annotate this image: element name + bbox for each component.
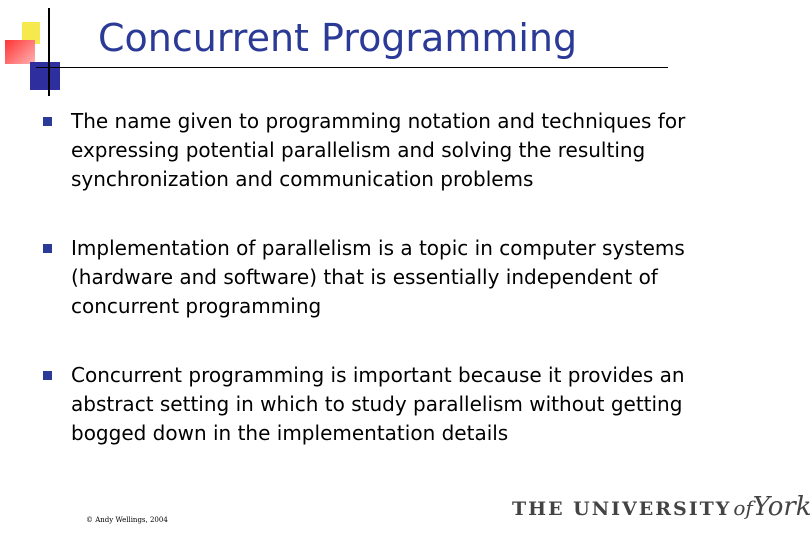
title-underline-rule — [36, 67, 668, 68]
university-logo — [512, 492, 812, 522]
bullet-item — [42, 107, 692, 194]
square-bullet-icon — [43, 371, 52, 380]
logo-of-text: of — [733, 496, 753, 520]
vertical-rule — [48, 8, 50, 96]
bullet-text: Implementation of parallelism is a topic in computer systems (hardware and software) that is essentially independent of concurrent programming — [71, 236, 685, 318]
square-bullet-icon — [43, 117, 52, 126]
bullet-text: Concurrent programming is important because it provides an abstract setting in which to study parallelism without getting bogged down in the implementation details — [71, 363, 685, 445]
bullet-item — [42, 361, 692, 448]
logo-main-text: THE UNIVERSITY — [512, 498, 732, 520]
slide-title: Concurrent Programming — [98, 16, 578, 60]
bullet-item — [42, 234, 692, 321]
square-bullet-icon — [43, 244, 52, 253]
red-decor-block — [5, 40, 35, 64]
bullet-text: The name given to programming notation and techniques for expressing potential parallelism and solving the resulting synchronization and communication problems — [71, 109, 686, 191]
logo-york-text: York — [752, 492, 812, 522]
bullet-list — [42, 107, 692, 488]
copyright-notice: © Andy Wellings, 2004 — [86, 516, 168, 524]
